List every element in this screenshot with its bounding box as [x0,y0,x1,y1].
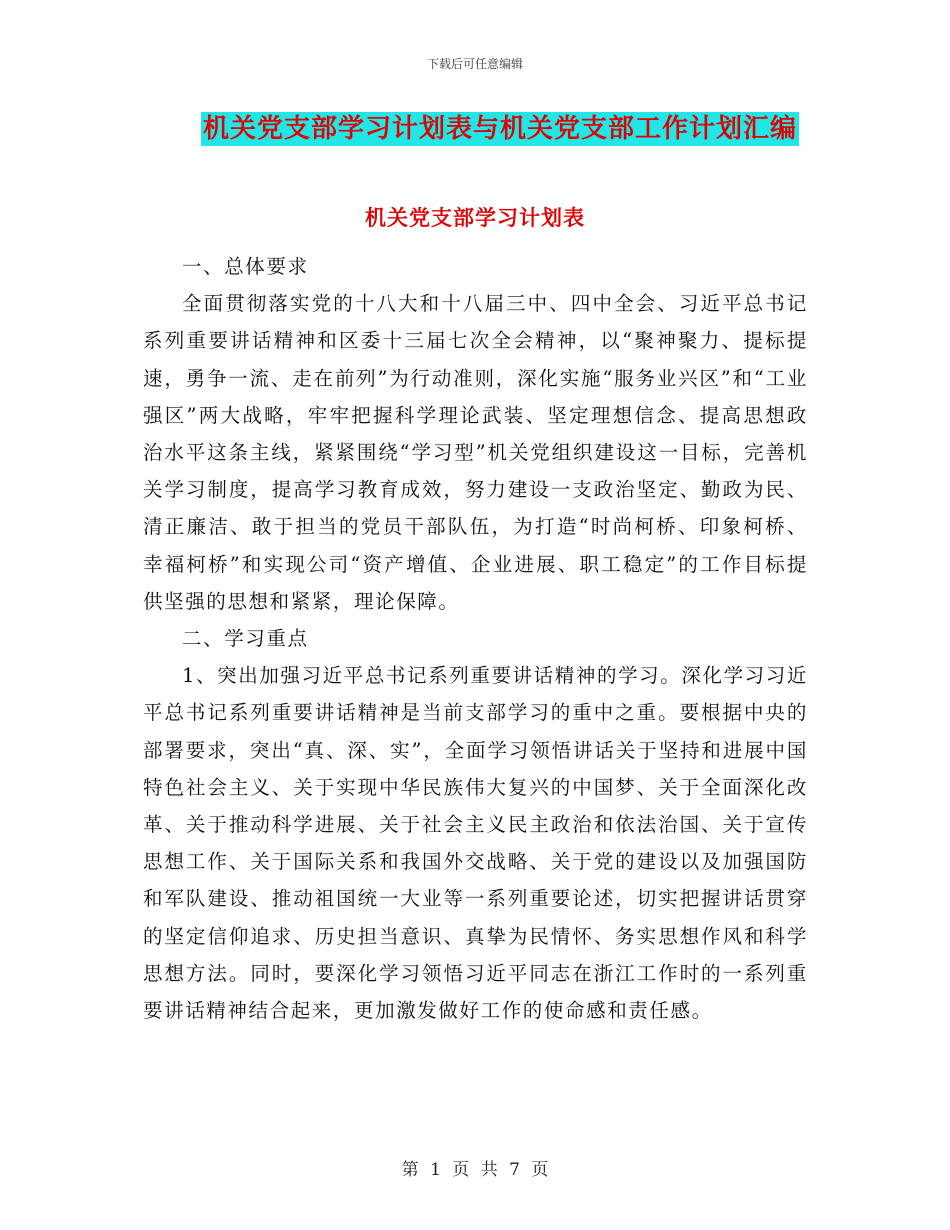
sub-title: 机关党支部学习计划表 [365,205,585,230]
header-note: 下载后可任意编辑 [426,57,523,71]
page-number: 第 1 页 共 7 页 [401,1160,549,1180]
document-body [143,248,808,1029]
main-title: 机关党支部学习计划表与机关党支部工作计划汇编 [202,114,797,144]
section-paragraph: 全面贯彻落实党的十八大和十八届三中、四中全会、习近平总书记系列重要讲话精神和区委十三届七次全会精神，以“聚神聚力、提标提速，勇争一流、走在前列”为行动准则，深化实施“服务业兴区”和“工业强区”两大战略，牢牢把握科学理论武装、坚定理想信念、提高思想政治水平这条主线，紧紧围绕“学习型”机关党组织建设这一目标，完善机关学习制度，提高学习教育成效，努力建设一支政治坚定、勤政为民、清正廉洁、敢于担当的党员干部队伍，为打造“时尚柯桥、印象柯桥、幸福柯桥”和实现公司“资产增值、企业进展、职工稳定”的工作目标提供坚强的思想和紧紧，理论保障。 [143,292,808,613]
main-title-container [0,112,950,146]
section-heading: 二、学习重点 [182,627,309,651]
section-heading: 一、总体要求 [182,255,309,278]
section-paragraph: 1、突出加强习近平总书记系列重要讲话精神的学习。深化学习习近平总书记系列重要讲话精神是当前支部学习的重中之重。要根据中央的部署要求，突出“真、深、实”，全面学习领悟讲话关于坚持和进展中国特色社会主义、关于实现中华民族伟大复兴的中国梦、关于全面深化改革、关于推动科学进展、关于社会主义民主政治和依法治国、关于宣传思想工作、关于国际关系和我国外交战略、关于党的建设以及加强国防和军队建设、推动祖国统一大业等一系列重要论述，切实把握讲话贯穿的坚定信仰追求、历史担当意识、真挚为民情怀、务实思想作风和科学思想方法。同时，要深化学习领悟习近平同志在浙江工作时的一系列重要讲话精神结合起来，更加激发做好工作的使命感和责任感。 [143,664,808,1023]
